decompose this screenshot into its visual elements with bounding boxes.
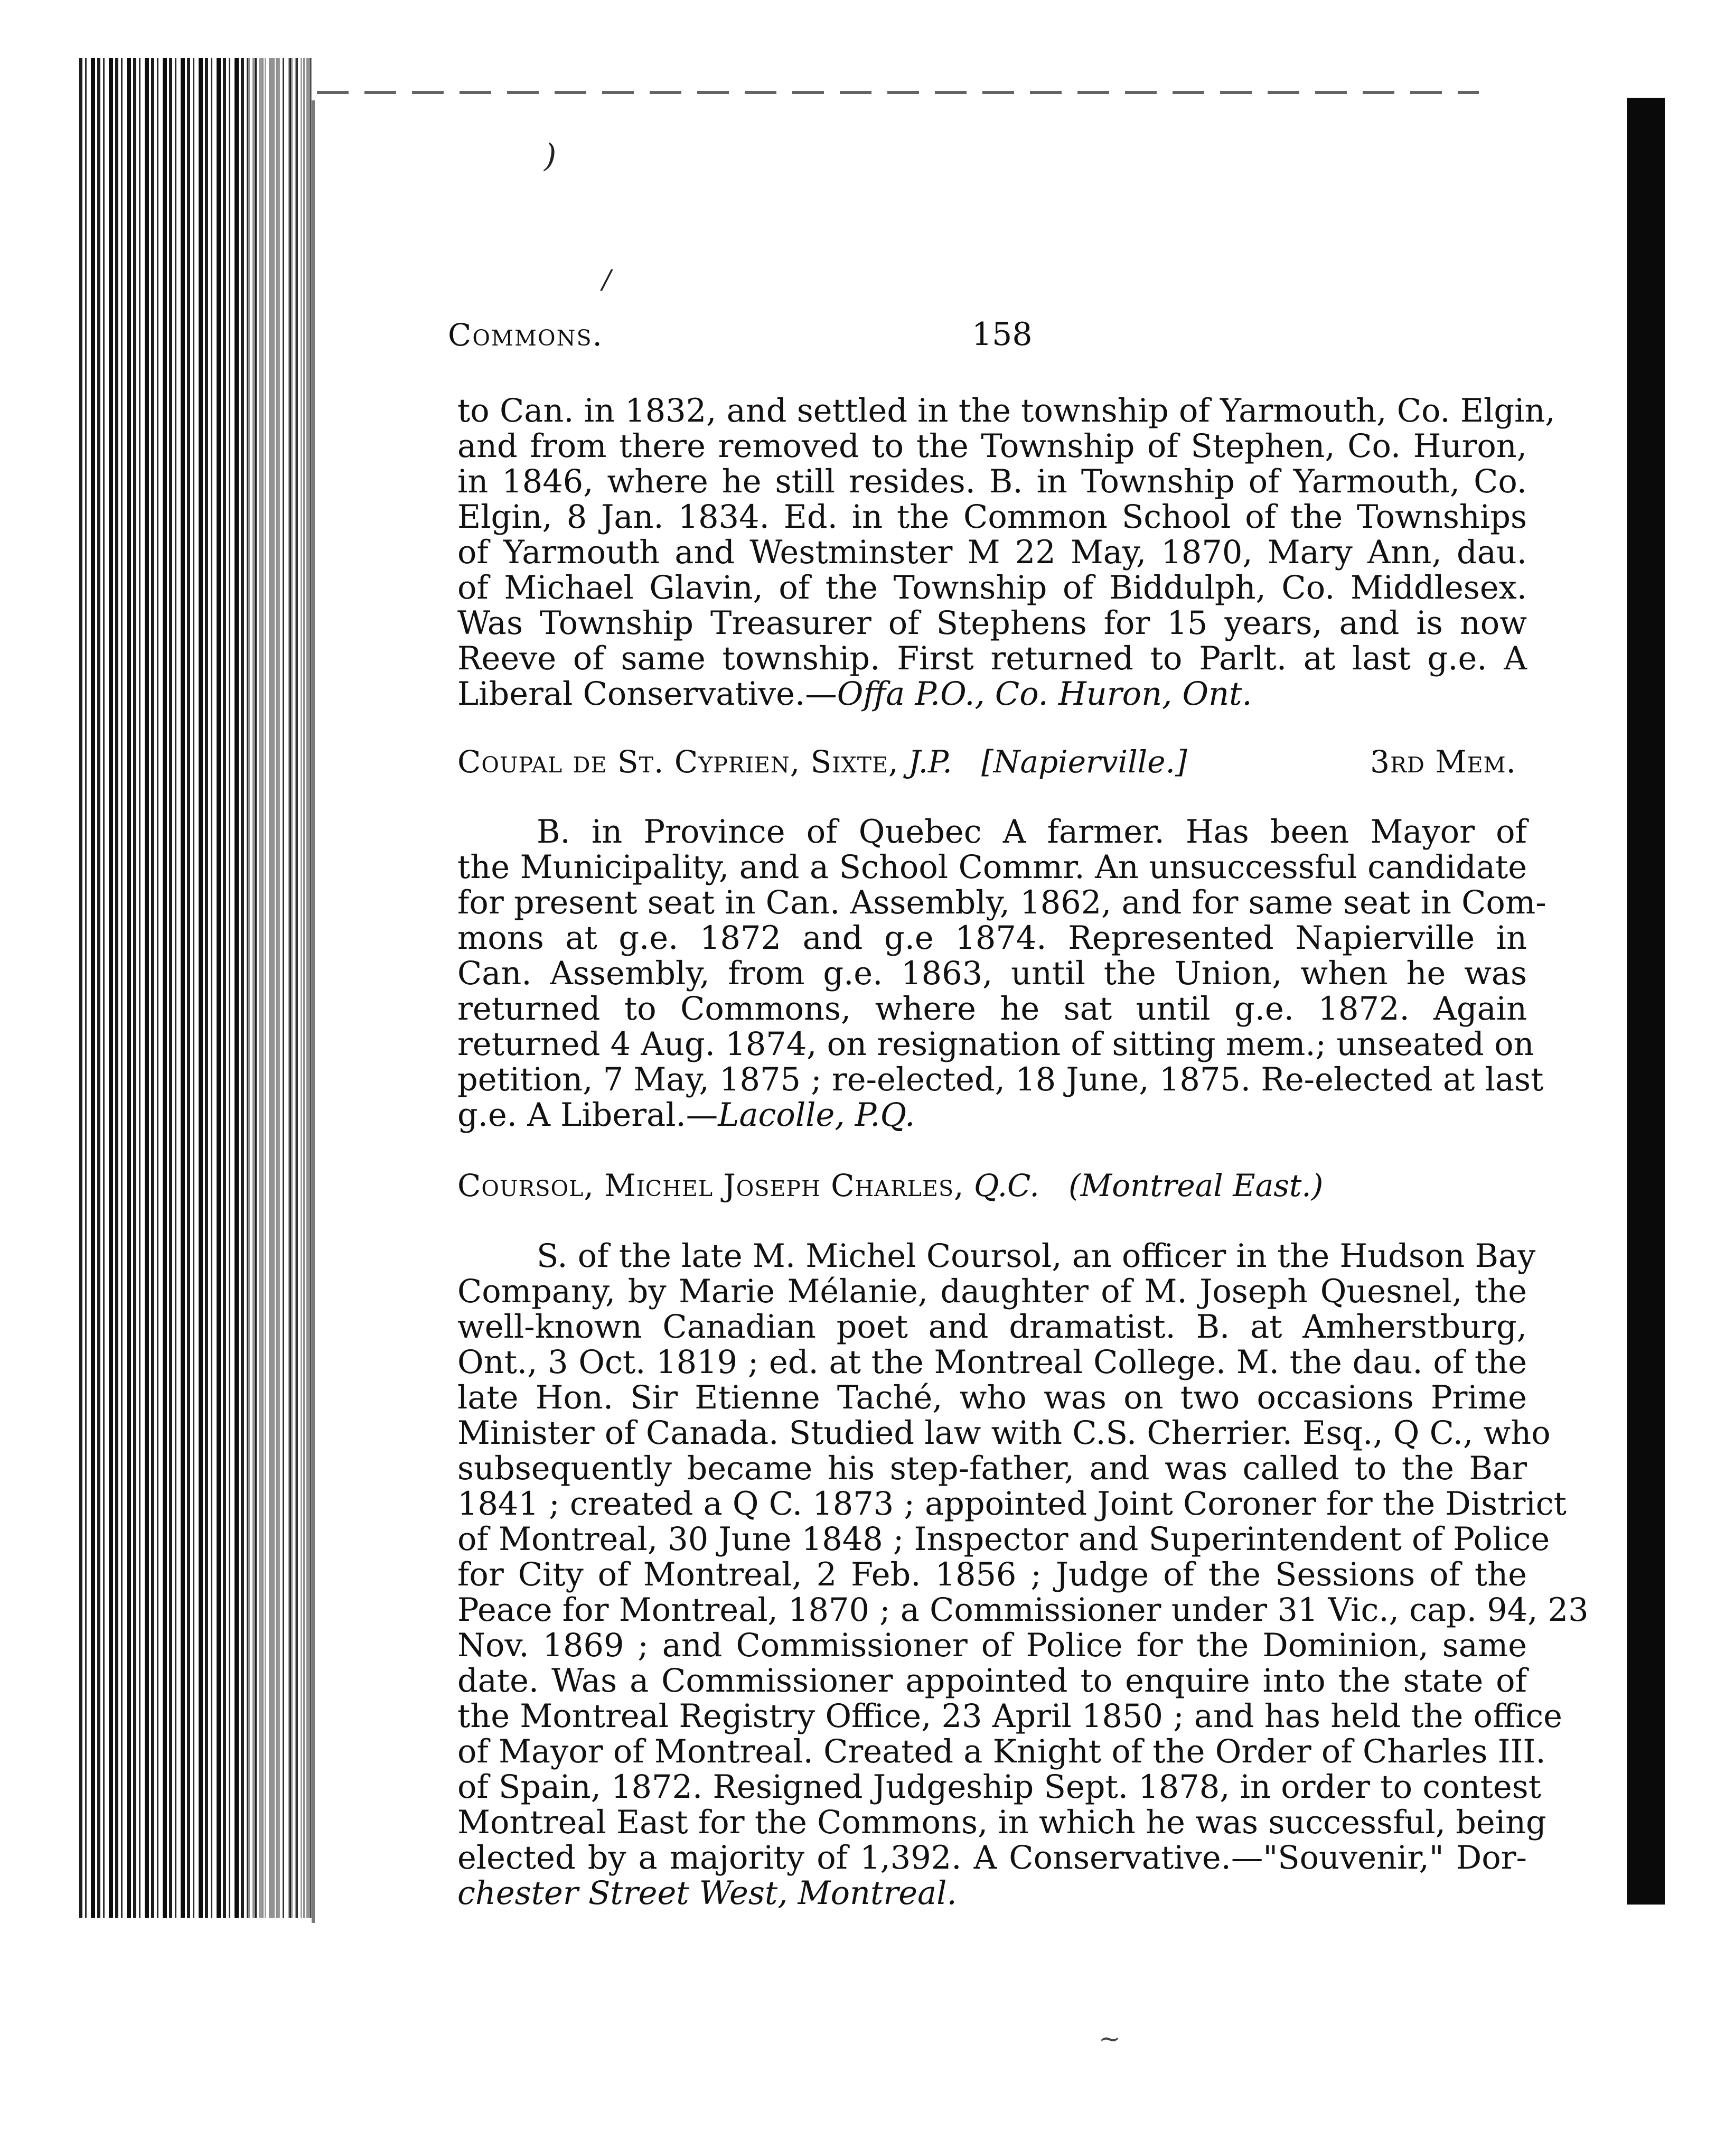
constituency: [Napierville.] [981,744,1187,780]
text-line: the Montreal Registry Office, 23 April 1850 ; and has held the office [457,1698,1562,1735]
text-line: of Michael Glavin, of the Township of Biddulph, Co. Middlesex. [457,570,1527,606]
constituency: (Montreal East.) [1068,1168,1324,1203]
member-title: J.P. [908,744,952,780]
text-line: late Hon. Sir Etienne Taché, who was on two occasions Prime [457,1379,1527,1416]
membership-note: 3rd Mem. [1370,744,1516,780]
member-name: Coupal de St. Cyprien, Sixte, [457,744,899,780]
text-line: elected by a majority of 1,392. A Conservative.—"Souvenir," Dor- [457,1840,1527,1877]
text-line [457,677,1527,712]
text-line: of Spain, 1872. Resigned Judgeship Sept. 1878, in order to contest [457,1769,1541,1806]
text-line: Peace for Montreal, 1870 ; a Commissioner under 31 Vic., cap. 94, 23 [457,1592,1589,1629]
text-line: of Mayor of Montreal. Created a Knight of the Order of Charles III. [457,1733,1546,1770]
text-line: 1841 ; created a Q C. 1873 ; appointed Joint Coroner for the District [457,1486,1567,1523]
running-head: Commons. [448,317,603,353]
text-line: well-known Canadian poet and dramatist. B. at Amherstburg, [457,1309,1527,1346]
right-scan-border [1627,98,1665,1905]
entry-body-coursol [457,1238,1589,1912]
text-line: B. in Province of Quebec A farmer. Has been Mayor of [537,814,1527,851]
text-line: Can. Assembly, from g.e. 1863, until the Union, when he was [457,955,1527,992]
text-line: date. Was a Commissioner appointed to enquire into the state of [457,1663,1527,1700]
text-line: for City of Montreal, 2 Feb. 1856 ; Judge of the Sessions of the [457,1556,1527,1593]
binding-shadow [248,58,317,1918]
text-line: Montreal East for the Commons, in which he was successful, being [457,1804,1546,1841]
text-line: to Can. in 1832, and settled in the township of Yarmouth, Co. Elgin, [457,393,1555,430]
text-line: of Montreal, 30 June 1848 ; Inspector and Superintendent of Police [457,1521,1550,1558]
entry-body-coupal [457,814,1546,1134]
text-line: and from there removed to the Township of Stephen, Co. Huron, [457,428,1527,465]
text-line: Nov. 1869 ; and Commissioner of Police for the Dominion, same [457,1627,1527,1664]
address: chester Street West, Montreal. [457,1875,957,1912]
text-line: in 1846, where he still resides. B. in Township of Yarmouth, Co. [457,463,1527,500]
stray-mark: ) [544,137,557,174]
text-fragment: Liberal Conservative.— [457,676,837,713]
text-line: the Municipality, and a School Commr. An unsuccessful candidate [457,849,1527,886]
text-line: returned 4 Aug. 1874, on resignation of sitting mem.; unseated on [457,1026,1534,1063]
text-line: mons at g.e. 1872 and g.e 1874. Represented Napierville in [457,920,1527,957]
text-line: subsequently became his step-father, and was called to the Bar [457,1450,1527,1487]
page-left-edge [312,100,315,1923]
member-title: Q.C. [973,1168,1039,1203]
text-fragment: g.e. A Liberal.— [457,1097,718,1134]
text-line [457,1098,1527,1133]
address: Offa P.O., Co. Huron, Ont. [837,676,1252,713]
stray-mark: ~ [1099,2023,1121,2054]
page-top-edge [317,91,1479,94]
text-line: Minister of Canada. Studied law with C.S. Cherrier. Esq., Q C., who [457,1415,1551,1452]
entry-heading-coupal [457,744,1527,780]
page-number: 158 [972,316,1033,353]
text-line: returned to Commons, where he sat until g.e. 1872. Again [457,991,1527,1028]
text-line: Ont., 3 Oct. 1819 ; ed. at the Montreal College. M. the dau. of the [457,1344,1527,1381]
text-line: Was Township Treasurer of Stephens for 15 years, and is now [457,605,1527,642]
text-line: S. of the late M. Michel Coursol, an officer in the Hudson Bay [537,1238,1536,1275]
member-name: Coursol, Michel Joseph Charles, [457,1168,964,1203]
entry-heading-coursol [457,1168,1527,1203]
stray-mark: / [602,264,611,295]
text-line: for present seat in Can. Assembly, 1862, and for same seat in Com- [457,884,1546,921]
text-line: Reeve of same township. First returned to Parlt. at last g.e. A [457,640,1527,677]
address: Lacolle, P.Q. [718,1097,915,1134]
text-line: Company, by Marie Mélanie, daughter of M. Joseph Quesnel, the [457,1273,1527,1310]
text-line: petition, 7 May, 1875 ; re-elected, 18 June, 1875. Re-elected at last [457,1061,1544,1098]
text-line: Elgin, 8 Jan. 1834. Ed. in the Common School of the Townships [457,499,1527,536]
entry-continuation [457,393,1555,713]
text-line: of Yarmouth and Westminster M 22 May, 1870, Mary Ann, dau. [457,534,1527,571]
